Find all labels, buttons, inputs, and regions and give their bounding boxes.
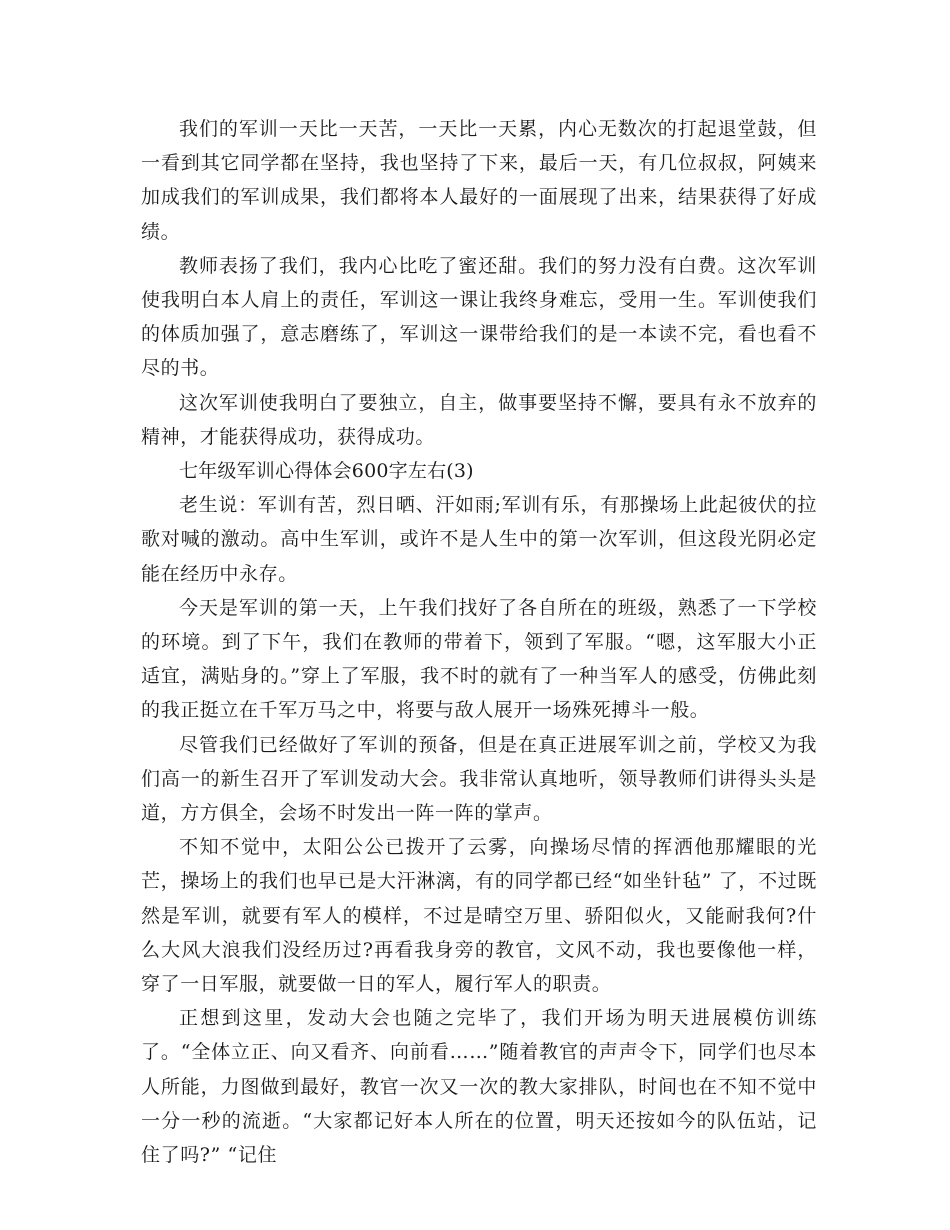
paragraph-6: 尽管我们已经做好了军训的预备，但是在真正进展军训之前，学校又为我们高一的新生召开了军训发动大会。我非常认真地听，领导教师们讲得头头是道，方方俱全，会场不时发出一阵一阵的掌声。 (141, 733, 817, 825)
paragraph-5: 今天是军训的第一天，上午我们找好了各自所在的班级，熟悉了一下学校的环境。到了下午，我们在教师的带着下，领到了军服。“嗯，这军服大小正适宜，满贴身的。”穿上了军服，我不时的就有了一种当军人的感受，仿佛此刻的我正挺立在千军万马之中，将要与敌人展开一场殊死搏斗一般。 (141, 596, 817, 722)
paragraph-2: 教师表扬了我们，我内心比吃了蜜还甜。我们的努力没有白费。这次军训使我明白本人肩上的责任，军训这一课让我终身难忘，受用一生。军训使我们的体质加强了，意志磨练了，军训这一课带给我们的是一本读不完，看也看不尽的书。 (141, 254, 817, 380)
paragraph-8: 正想到这里，发动大会也随之完毕了，我们开场为明天进展模仿训练了。“全体立正、向又看齐、向前看……”随着教官的声声令下，同学们也尽本人所能，力图做到最好，教官一次又一次的教大家排队，时间也在不知不觉中一分一秒的流逝。“大家都记好本人所在的位置，明天还按如今的队伍站，记住了吗?” “记住 (141, 1007, 817, 1167)
paragraph-1: 我们的军训一天比一天苦，一天比一天累，内心无数次的打起退堂鼓，但一看到其它同学都在坚持，我也坚持了下来，最后一天，有几位叔叔，阿姨来加成我们的军训成果，我们都将本人最好的一面展现了出来，结果获得了好成绩。 (141, 118, 817, 243)
paragraph-3: 这次军训使我明白了要独立，自主，做事要坚持不懈，要具有永不放弃的精神，才能获得成功，获得成功。 (141, 391, 817, 448)
paragraph-4: 老生说：军训有苦，烈日晒、汗如雨;军训有乐，有那操场上此起彼伏的拉歌对喊的激动。高中生军训，或许不是人生中的第一次军训，但这段光阴必定能在经历中永存。 (141, 494, 817, 585)
section-heading: 七年级军训心得体会600字左右(3) (179, 460, 474, 483)
document-body (141, 112, 817, 1172)
paragraph-7: 不知不觉中，太阳公公已拨开了云雾，向操场尽情的挥洒他那耀眼的光芒，操场上的我们也早已是大汗淋漓，有的同学都已经“如坐针毡” 了，不过既然是军训，就要有军人的模样，不过是晴空万里、骄阳似火，又能耐我何?什么大风大浪我们没经历过?再看我身旁的教官，文风不动，我也要像他一样，穿了一日军服，就要做一日的军人，履行军人的职责。 (141, 836, 817, 996)
